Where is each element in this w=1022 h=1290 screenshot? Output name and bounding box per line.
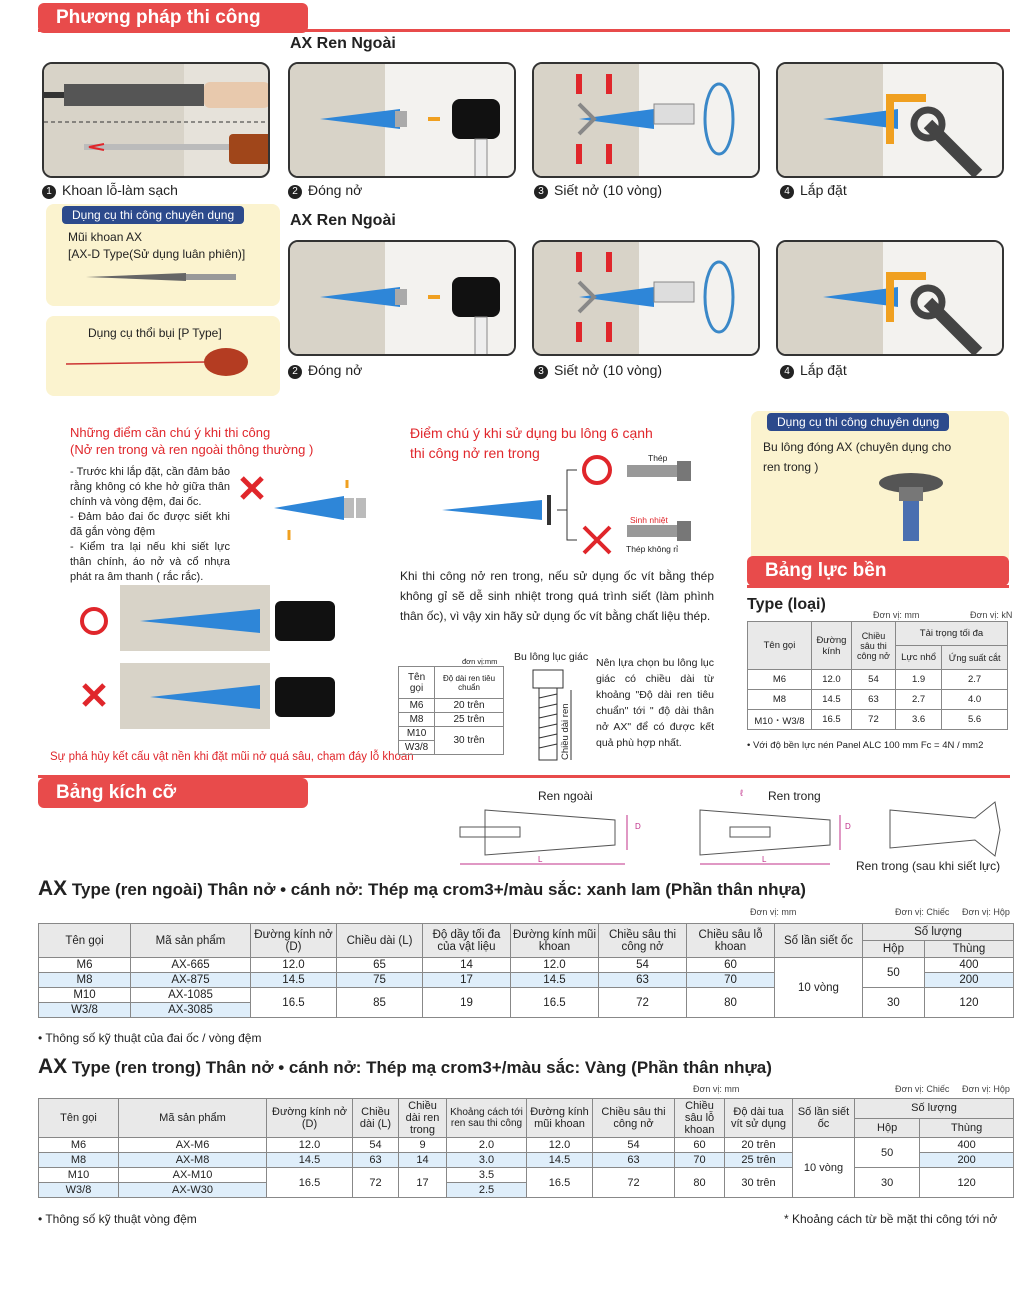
thread-length-label: Chiều dài ren <box>560 703 571 760</box>
table2-title <box>38 1055 772 1079</box>
cell: 70 <box>675 1153 725 1168</box>
step-caption-4 <box>780 182 847 199</box>
hex-title-line1: Điểm chú ý khi sử dụng bu lông 6 cạnh <box>410 425 653 441</box>
hex-advice: Nên lựa chọn bu lông lục giác có chiều dài từ khoảng "Độ dài ren tiêu chuẩn" tới " độ dài thân nở AX" để có được kết quả phù hợp nhất. <box>596 657 714 749</box>
cell: 2.0 <box>447 1138 527 1153</box>
step-number: 4 <box>780 365 794 379</box>
unit: Đơn vị: Chiếc <box>895 1084 950 1094</box>
cell: 54 <box>599 958 687 973</box>
unit: Đơn vị: Chiếc <box>895 907 950 917</box>
anchor-tighten-illustration <box>534 64 760 178</box>
cell: 14.5 <box>811 690 851 710</box>
table2-title-text: Type (ren trong) Thân nở • cánh nở: Thép mạ crom3+/màu sắc: Vàng (Phần thân nhựa) <box>67 1058 772 1077</box>
steel-label: Thép <box>648 453 668 463</box>
strength-type: Type (loại) <box>747 596 826 613</box>
cell: 12.0 <box>251 958 337 973</box>
col: Chiều sâu thi công nở <box>599 924 687 958</box>
cell: 50 <box>855 1138 920 1168</box>
correct-wrong-diagram <box>70 585 350 745</box>
notes-bottom: Sự phá hủy kết cấu vật nền khi đặt mũi nở quá sâu, chạm đáy lỗ khoan <box>50 751 414 763</box>
notes-body <box>70 465 230 585</box>
cell: 60 <box>687 958 775 973</box>
unit: Đơn vị: mm <box>750 907 797 917</box>
col: Chiều sâu lỗ khoan <box>675 1099 725 1138</box>
col: Chiều sâu thi công nở <box>593 1099 675 1138</box>
cell: 14 <box>399 1153 447 1168</box>
step-number: 1 <box>42 185 56 199</box>
photo-install-2 <box>776 240 1004 356</box>
anchor-hammer-illustration <box>290 242 516 356</box>
drill-type: [AX-D Type(Sử dụng luân phiên)] <box>68 247 246 261</box>
cell: 19 <box>423 988 511 1018</box>
col: Tải trọng tối đa <box>895 622 1007 646</box>
cell: 16.5 <box>811 710 851 730</box>
dim-D: D <box>845 822 851 831</box>
step-caption-4b <box>780 362 847 379</box>
step-number: 2 <box>288 365 302 379</box>
col: Chiều dài (L) <box>337 924 423 958</box>
cell: 400 <box>920 1138 1014 1153</box>
col: Số lần siết ốc <box>793 1099 855 1138</box>
cell: 25 trên <box>435 713 504 727</box>
col: Số lần siết ốc <box>775 924 863 958</box>
cell: M6 <box>748 670 812 690</box>
diagram-label-after: Ren trong (sau khi siết lực) <box>856 859 1001 873</box>
cell: 16.5 <box>251 988 337 1018</box>
step-label: Đóng nở <box>308 182 363 198</box>
cell: 63 <box>851 690 895 710</box>
step-label: Khoan lỗ-làm sạch <box>62 182 178 198</box>
anchor-gap-diagram <box>234 468 384 548</box>
banner-line <box>747 585 1009 588</box>
size-table-int <box>38 1098 1014 1198</box>
table1-title <box>38 877 806 901</box>
cell: 3.6 <box>895 710 941 730</box>
step-caption-3 <box>534 182 662 199</box>
unit-kn: Đơn vị: kN <box>970 610 1013 620</box>
tool-tag: Dụng cụ thi công chuyên dụng <box>767 413 949 431</box>
col: Tên gọi <box>39 924 131 958</box>
tool-box-setting-bolt <box>751 411 1009 564</box>
cell: 17 <box>423 973 511 988</box>
hex-body-text: Khi thi công nở ren trong, nếu sử dụng ốc vít bằng thép không gỉ sẽ dễ sinh nhiệt trong quá trình siết (làm phình thân ốc), vì vậy xin hãy sử dụng ốc vít bằng chất liệu thép. <box>400 569 714 623</box>
note-point-3: - Kiểm tra lại nếu khi siết lực thân chính, áo nở và cổ nhựa phát ra âm thanh ( rắc rắc). <box>70 541 230 583</box>
cell: 65 <box>337 958 423 973</box>
banner-line <box>38 775 1010 778</box>
dim-l: ℓ <box>740 788 743 798</box>
col-name: Tên gọi <box>399 667 435 699</box>
cell: M8 <box>748 690 812 710</box>
unit: Đơn vị: Hộp <box>962 1084 1010 1094</box>
cell: AX-W30 <box>119 1183 267 1198</box>
cell: 14.5 <box>527 1153 593 1168</box>
col: Tên gọi <box>748 622 812 670</box>
cell: 5.6 <box>942 710 1008 730</box>
cell: 200 <box>920 1153 1014 1168</box>
cell: 2.7 <box>895 690 941 710</box>
unit: Đơn vị: mm <box>693 1084 740 1094</box>
section-banner-size <box>38 778 308 808</box>
col: Đường kính mũi khoan <box>527 1099 593 1138</box>
cell: 14.5 <box>251 973 337 988</box>
cell: 16.5 <box>267 1168 353 1198</box>
cell: M6 <box>399 699 435 713</box>
cell: AX-M6 <box>119 1138 267 1153</box>
cell: W3/8 <box>399 741 435 755</box>
ax-prefix: AX <box>38 877 68 900</box>
blower-icon <box>56 342 256 382</box>
cell: 20 trên <box>725 1138 793 1153</box>
cell: 54 <box>593 1138 675 1153</box>
setting-bolt-icon <box>871 471 961 541</box>
col: Số lượng <box>855 1099 1014 1119</box>
anchor-hammer-illustration <box>290 64 516 178</box>
cell: 25 trên <box>725 1153 793 1168</box>
cell: AX-1085 <box>131 988 251 1003</box>
cell: 10 vòng <box>775 958 863 1018</box>
cell: AX-3085 <box>131 1003 251 1018</box>
cell: AX-665 <box>131 958 251 973</box>
step-caption-2b <box>288 362 362 379</box>
hex-bolt-icon <box>525 668 585 763</box>
cell: 72 <box>353 1168 399 1198</box>
unit-mm: Đơn vị: mm <box>873 610 920 620</box>
anchor-wrench-illustration <box>778 64 1004 178</box>
cell: 4.0 <box>942 690 1008 710</box>
drill-bit-icon <box>86 267 246 287</box>
section-banner-strength <box>747 556 1009 586</box>
heat-label: Sinh nhiệt <box>630 515 668 525</box>
cell: 30 trên <box>435 727 504 755</box>
cell: 120 <box>920 1168 1014 1198</box>
cell: 3.5 <box>447 1168 527 1183</box>
cell: M10・W3/8 <box>748 710 812 730</box>
cell: 72 <box>851 710 895 730</box>
table1-title-text: Type (ren ngoài) Thân nở • cánh nở: Thép mạ crom3+/màu sắc: xanh lam (Phần thân nhựa) <box>67 880 806 899</box>
diagram-label-ext: Ren ngoài <box>538 789 593 803</box>
col: Đường kính <box>811 622 851 670</box>
step-number: 3 <box>534 185 548 199</box>
cell: 400 <box>924 958 1013 973</box>
hex-bolt-diagram <box>432 455 732 555</box>
cell: 12.0 <box>511 958 599 973</box>
cell: 85 <box>337 988 423 1018</box>
cell: AX-M8 <box>119 1153 267 1168</box>
banner-line <box>38 29 1010 32</box>
cell: 200 <box>924 973 1013 988</box>
cell: 54 <box>353 1138 399 1153</box>
section-title: Bảng lực bền <box>765 560 887 581</box>
step-label: Siết nở (10 vòng) <box>554 362 663 378</box>
diagram-label-int: Ren trong <box>768 789 821 803</box>
step-caption-1 <box>42 182 178 199</box>
bolt-label: Bu lông lục giác <box>514 651 589 663</box>
blower-name: Dụng cụ thổi bụi [P Type] <box>88 326 222 340</box>
notes-title <box>70 424 313 458</box>
col: Đường kính mũi khoan <box>511 924 599 958</box>
cell: M6 <box>39 958 131 973</box>
step-label: Lắp đặt <box>800 362 847 378</box>
step-label: Lắp đặt <box>800 182 847 198</box>
cell: 2.7 <box>942 670 1008 690</box>
col: Đường kính nở (D) <box>267 1099 353 1138</box>
notes-title-line2: (Nở ren trong và ren ngoài thông thường ) <box>70 442 314 457</box>
cell: 63 <box>353 1153 399 1168</box>
cell: 60 <box>675 1138 725 1153</box>
strength-table <box>747 621 1008 730</box>
col: Thùng <box>920 1118 1014 1138</box>
note-point-1: - Trước khi lắp đặt, cần đảm bảo rằng không có khe hở giữa thân chính và vòng đệm, đai ốc. <box>70 466 230 508</box>
cell: 16.5 <box>511 988 599 1018</box>
cell: 30 <box>863 988 925 1018</box>
cell: 80 <box>687 988 775 1018</box>
cell: 9 <box>399 1138 447 1153</box>
cell: AX-875 <box>131 973 251 988</box>
cell: 1.9 <box>895 670 941 690</box>
cell: 75 <box>337 973 423 988</box>
step-number: 2 <box>288 185 302 199</box>
thread-length-table <box>398 666 504 755</box>
cell: 16.5 <box>527 1168 593 1198</box>
col: Mã sản phẩm <box>131 924 251 958</box>
stainless-label: Thép không rỉ <box>626 544 678 554</box>
ext-anchor-drawing <box>455 800 655 870</box>
cell: 54 <box>851 670 895 690</box>
photo-install-1 <box>776 62 1004 178</box>
tool-tag: Dụng cụ thi công chuyên dụng <box>62 206 244 224</box>
subheading-ext-2: AX Ren Ngoài <box>290 212 396 229</box>
drill-illustration <box>44 64 270 178</box>
cell: AX-M10 <box>119 1168 267 1183</box>
dim-L: L <box>538 855 543 864</box>
int-after-drawing <box>880 800 1010 858</box>
tool-box-drill <box>46 204 280 306</box>
col: Hộp <box>863 941 925 958</box>
col: Thùng <box>924 941 1013 958</box>
cell: 50 <box>863 958 925 988</box>
step-number: 3 <box>534 365 548 379</box>
ax-prefix: AX <box>38 1055 68 1078</box>
cell: M10 <box>399 727 435 741</box>
col-length: Độ dài ren tiêu chuẩn <box>435 667 504 699</box>
anchor-tighten-illustration <box>534 242 760 356</box>
cell: M8 <box>39 973 131 988</box>
tool-box-blower <box>46 316 280 396</box>
step-caption-2 <box>288 182 362 199</box>
step-label: Siết nở (10 vòng) <box>554 182 663 198</box>
hex-unit: đơn vị:mm <box>462 657 498 666</box>
cell: 12.0 <box>267 1138 353 1153</box>
section-title: Bảng kích cỡ <box>56 782 177 803</box>
table2-footnote: * Khoảng cách từ bề mặt thi công tới nở <box>784 1212 998 1226</box>
cell: 30 trên <box>725 1168 793 1198</box>
cell: 63 <box>599 973 687 988</box>
int-anchor-drawing <box>690 800 850 870</box>
cell: 120 <box>924 988 1013 1018</box>
col: Mã sản phẩm <box>119 1099 267 1138</box>
cell: 12.0 <box>811 670 851 690</box>
photo-hammer-1 <box>288 62 516 178</box>
cell: M6 <box>39 1138 119 1153</box>
cell: 3.0 <box>447 1153 527 1168</box>
col: Chiều dài (L) <box>353 1099 399 1138</box>
size-table-ext <box>38 923 1014 1018</box>
cell: W3/8 <box>39 1183 119 1198</box>
anchor-wrench-illustration <box>778 242 1004 356</box>
cell: M8 <box>399 713 435 727</box>
cell: M8 <box>39 1153 119 1168</box>
cell: 2.5 <box>447 1183 527 1198</box>
col: Chiều sâu lỗ khoan <box>687 924 775 958</box>
step-number: 4 <box>780 185 794 199</box>
photo-drill <box>42 62 270 178</box>
table1-note: • Thông số kỹ thuật của đai ốc / vòng đệm <box>38 1031 262 1045</box>
col: Hộp <box>855 1118 920 1138</box>
cell: 14 <box>423 958 511 973</box>
drill-name: Mũi khoan AX <box>68 230 143 244</box>
cell: M10 <box>39 988 131 1003</box>
col: Lực nhổ <box>895 646 941 670</box>
cell: 10 vòng <box>793 1138 855 1198</box>
col: Ứng suất cắt <box>942 646 1008 670</box>
table2-note: • Thông số kỹ thuật vòng đệm <box>38 1212 197 1226</box>
cell: 17 <box>399 1168 447 1198</box>
step-label: Đóng nở <box>308 362 363 378</box>
dim-D: D <box>635 822 641 831</box>
col: Khoảng cách tới ren sau thi công <box>447 1099 527 1138</box>
photo-hammer-2 <box>288 240 516 356</box>
cell: 70 <box>687 973 775 988</box>
cell: 72 <box>593 1168 675 1198</box>
unit: Đơn vị: Hộp <box>962 907 1010 917</box>
cell: 80 <box>675 1168 725 1198</box>
dim-L: L <box>762 855 767 864</box>
photo-tighten-1 <box>532 62 760 178</box>
cell: 14.5 <box>511 973 599 988</box>
subheading-ext-1: AX Ren Ngoài <box>290 35 396 52</box>
photo-tighten-2 <box>532 240 760 356</box>
strength-note: • Với độ bền lực nén Panel ALC 100 mm Fc = 4N / mm2 <box>747 740 984 751</box>
hex-title-line2: thi công nở ren trong <box>410 445 540 461</box>
cell: 14.5 <box>267 1153 353 1168</box>
step-caption-3b <box>534 362 662 379</box>
notes-title-line1: Những điểm cần chú ý khi thi công <box>70 425 271 440</box>
cell: M10 <box>39 1168 119 1183</box>
setting-bolt-text: Bu lông đóng AX (chuyên dụng cho ren trong ) <box>763 440 952 474</box>
cell: W3/8 <box>39 1003 131 1018</box>
col: Số lượng <box>863 924 1014 941</box>
note-point-2: - Đảm bảo đai ốc được siết khi đã gắn vòng đệm <box>70 511 230 538</box>
col: Chiều sâu thi công nở <box>851 622 895 670</box>
cell: 30 <box>855 1168 920 1198</box>
col: Chiều dài ren trong <box>399 1099 447 1138</box>
col: Đường kính nở (D) <box>251 924 337 958</box>
col: Tên gọi <box>39 1099 119 1138</box>
col: Độ dài tua vít sử dụng <box>725 1099 793 1138</box>
cell: 72 <box>599 988 687 1018</box>
cell: 63 <box>593 1153 675 1168</box>
section-title: Phương pháp thi công <box>56 7 261 28</box>
cell: 20 trên <box>435 699 504 713</box>
col: Độ dầy tối đa của vật liệu <box>423 924 511 958</box>
cell: 12.0 <box>527 1138 593 1153</box>
